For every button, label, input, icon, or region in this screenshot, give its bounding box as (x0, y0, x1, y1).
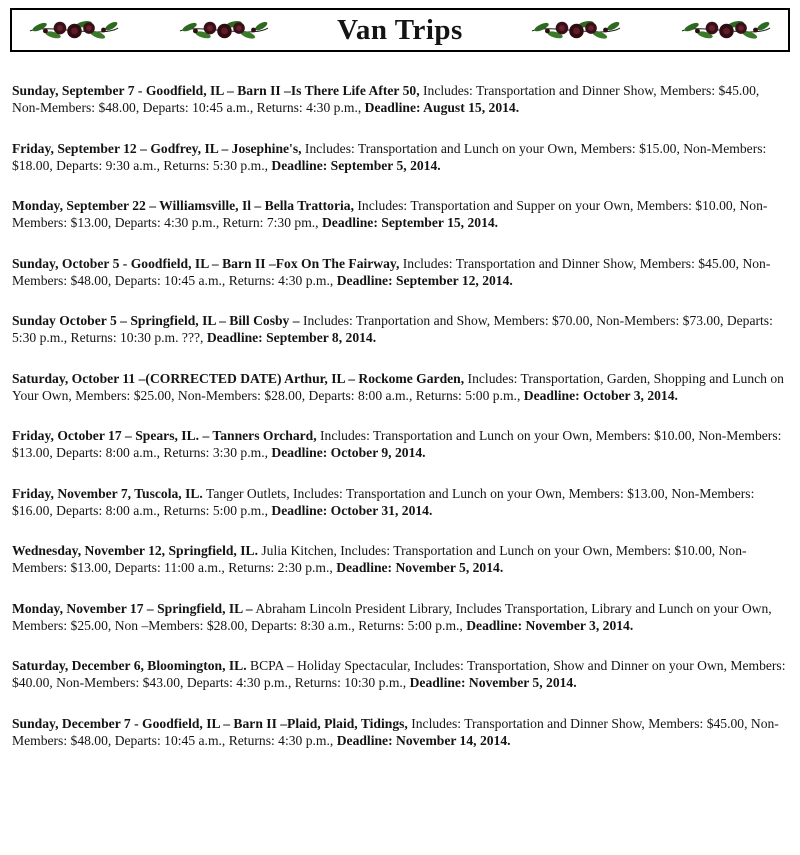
trip-lead: Monday, September 22 – Williamsville, Il – Bella Trattoria, (12, 198, 354, 213)
trip-deadline: Deadline: August 15, 2014. (364, 100, 520, 116)
trip-lead: Sunday October 5 – Springfield, IL – Bill Cosby – (12, 313, 300, 328)
trip-lead: Sunday, December 7 - Goodfield, IL – Barn II –Plaid, Plaid, Tidings, (12, 715, 408, 731)
trip-body: Includes: Transportation and Dinner Show, Members: $45.00, Non-Members: $48.00, Departs: 10:45 a.m., Returns: 4:30 p.m., (12, 255, 771, 288)
trip-body: Includes: Transportation and Supper on your Own, Members: $10.00, Non-Members: $13.00, Departs: 4:30 p.m., Return: 7:30 pm., (12, 198, 768, 231)
trip-item (12, 427, 788, 462)
trip-item (12, 312, 788, 347)
trip-deadline: Deadline: November 3, 2014. (466, 617, 634, 633)
trip-lead: Wednesday, November 12, Springfield, IL. (12, 543, 258, 558)
floral-ornament-icon (680, 18, 772, 42)
trip-lead: Sunday, October 5 - Goodfield, IL – Barn II –Fox On The Fairway, (12, 255, 400, 271)
trip-item (12, 715, 788, 750)
trip-body: Includes: Tranportation and Show, Members: $70.00, Non-Members: $73.00, Departs: 5:30 p.m., Returns: 10:30 p.m. ???, (12, 313, 773, 346)
trip-body: BCPA – Holiday Spectacular, Includes: Transportation, Show and Dinner on your Own, Members: $40.00, Non-Members: $43.00, Departs: 4:30 p.m., Returns: 10:30 p.m., (12, 658, 786, 691)
trip-deadline: Deadline: October 9, 2014. (271, 445, 426, 461)
trip-lead: Friday, October 17 – Spears, IL. – Tanners Orchard, (12, 428, 317, 443)
trip-deadline: Deadline: November 14, 2014. (336, 732, 511, 748)
floral-ornament-icon (178, 18, 270, 42)
trip-lead: Friday, September 12 – Godfrey, IL – Josephine's, (12, 140, 302, 156)
trip-item (12, 255, 788, 290)
trip-body: Abraham Lincoln President Library, Includes Transportation, Library and Lunch on your Own, Members: $25.00, Non –Members: $28.00, Departs: 8:30 a.m., Returns: 5:00 p.m., (12, 600, 772, 633)
trip-item (12, 197, 788, 232)
trip-lead: Sunday, September 7 - Goodfield, IL – Barn II –Is There Life After 50, (12, 83, 420, 98)
trip-item (12, 600, 788, 635)
banner (10, 8, 790, 52)
trip-item (12, 657, 788, 692)
trip-body: Includes: Transportation and Dinner Show, Members: $45.00, Non-Members: $48.00, Departs: 10:45 a.m., Returns: 4:30 p.m., (12, 715, 779, 748)
trip-body: Includes: Transportation and Lunch on your Own, Members: $15.00, Non-Members: $18.00, Departs: 9:30 a.m., Returns: 5:30 p.m., (12, 140, 767, 173)
trip-body: Includes: Transportation, Garden, Shopping and Lunch on Your Own, Members: $25.00, Non-Members: $28.00, Departs: 8:00 a.m., Returns: 5:00 p.m., (12, 370, 784, 403)
trip-deadline: Deadline: November 5, 2014. (409, 675, 577, 691)
trip-deadline: Deadline: October 31, 2014. (271, 502, 433, 518)
trip-deadline: Deadline: September 12, 2014. (336, 272, 513, 288)
trip-list (10, 52, 790, 749)
trip-item (12, 485, 788, 520)
trip-deadline: Deadline: November 5, 2014. (336, 560, 504, 576)
trip-body: Tanger Outlets, Includes: Transportation and Lunch on your Own, Members: $13.00, Non-Members: $16.00, Departs: 8:00 a.m., Returns: 5:00 p.m., (12, 485, 755, 518)
trip-body: Julia Kitchen, Includes: Transportation and Lunch on your Own, Members: $10.00, Non-Members: $13.00, Departs: 11:00 a.m., Returns: 2:30 p.m., (12, 543, 747, 576)
trip-lead: Friday, November 7, Tuscola, IL. (12, 485, 203, 501)
page-title: Van Trips (337, 13, 463, 46)
trip-deadline: Deadline: September 15, 2014. (321, 215, 499, 231)
floral-ornament-icon (530, 18, 622, 42)
trip-lead: Monday, November 17 – Springfield, IL – (12, 600, 253, 616)
trip-item (12, 370, 788, 405)
trip-lead: Saturday, October 11 –(CORRECTED DATE) Arthur, IL – Rockome Garden, (12, 370, 465, 386)
trip-item (12, 542, 788, 577)
trip-lead: Saturday, December 6, Bloomington, IL. (12, 658, 247, 673)
trip-body: Includes: Transportation and Lunch on your Own, Members: $10.00, Non-Members: $13.00, Departs: 8:00 a.m., Returns: 3:30 p.m., (12, 428, 782, 461)
floral-ornament-icon (28, 18, 120, 42)
trip-deadline: Deadline: September 5, 2014. (271, 157, 441, 173)
trip-item (12, 82, 788, 117)
trip-body: Includes: Transportation and Dinner Show, Members: $45.00, Non-Members: $48.00, Departs: 10:45 a.m., Returns: 4:30 p.m., (12, 83, 760, 116)
trip-item (12, 140, 788, 175)
trip-deadline: Deadline: September 8, 2014. (206, 330, 377, 346)
trip-deadline: Deadline: October 3, 2014. (523, 387, 678, 403)
